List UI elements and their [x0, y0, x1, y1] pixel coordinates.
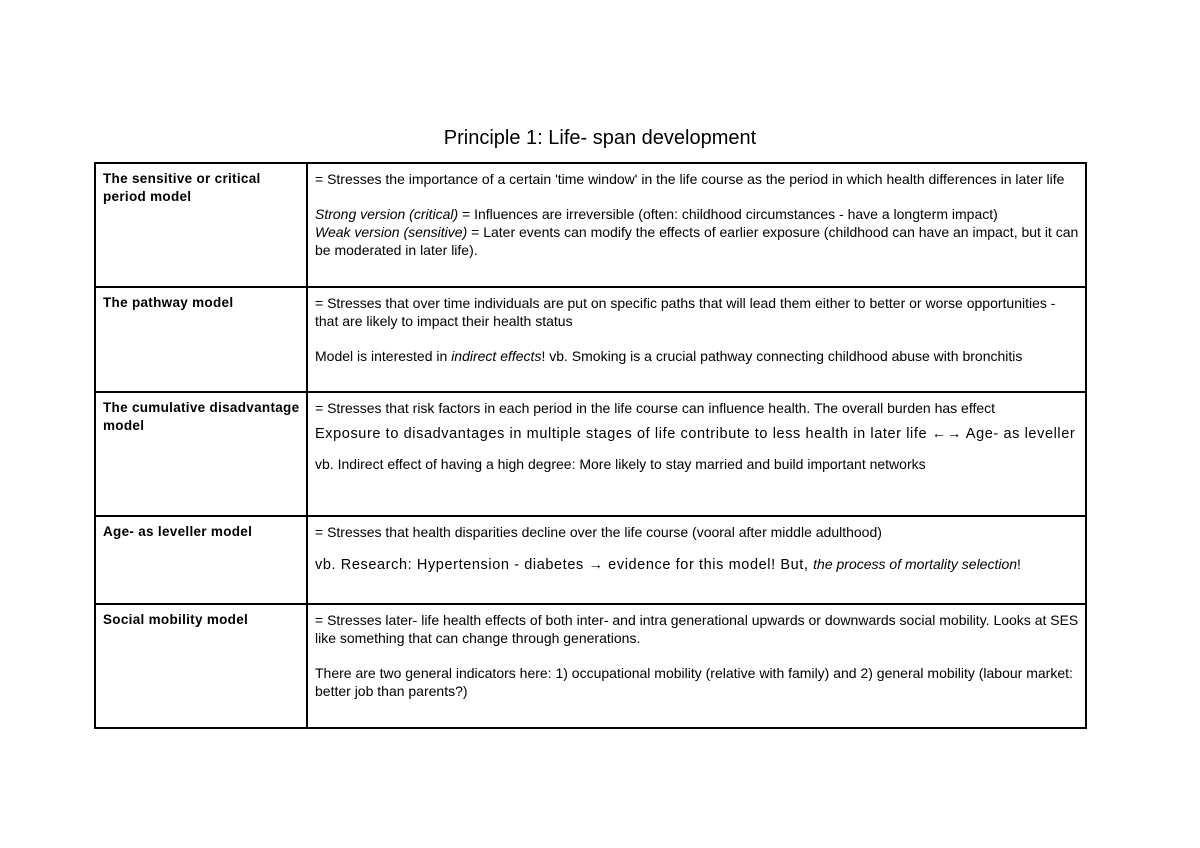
emphasis-text: Strong version (critical): [315, 206, 459, 222]
model-description: [307, 287, 1086, 392]
table-row: [95, 287, 1086, 392]
description-text: = Later events can modify the effects of earlier exposure (childhood can have an impact, but it can be moderated in later life).: [315, 224, 1079, 258]
model-name: The pathway model: [95, 287, 307, 392]
description-text: ! vb. Smoking is a crucial pathway connecting childhood abuse with bronchitis: [541, 348, 1023, 364]
description-text: vb. Research: Hypertension - diabetes → evidence for this model! But,: [315, 557, 814, 573]
description-paragraph: [315, 347, 1079, 365]
description-paragraph: = Stresses the importance of a certain 'time window' in the life course as the period in which health differences in later life: [315, 171, 1065, 187]
description-text: Model is interested in: [315, 348, 452, 364]
models-table: [94, 162, 1087, 729]
description-paragraph: [315, 205, 1079, 223]
description-paragraph: = Stresses that health disparities decline over the life course (vooral after middle adulthood): [315, 524, 882, 540]
description-paragraph: = Stresses that over time individuals are put on specific paths that will lead them either to better or worse opportunities - that are likely to impact their health status: [315, 295, 1056, 329]
model-description: [307, 516, 1086, 604]
description-paragraph: = Stresses that risk factors in each period in the life course can influence health. The overall burden has effect: [315, 400, 996, 416]
description-paragraph: vb. Indirect effect of having a high degree: More likely to stay married and build important networks: [315, 456, 926, 472]
emphasis-text: Weak version (sensitive): [315, 224, 468, 240]
model-name: Age- as leveller model: [95, 516, 307, 604]
description-paragraph: [315, 223, 1079, 259]
model-name: The sensitive or critical period model: [95, 163, 307, 287]
table-row: [95, 516, 1086, 604]
model-name: The cumulative disadvantage model: [95, 392, 307, 516]
description-paragraph: Exposure to disadvantages in multiple stages of life contribute to less health in later life ←→ Age- as leveller: [315, 426, 1076, 442]
description-paragraph: = Stresses later- life health effects of both inter- and intra generational upwards or downwards social mobility. Looks at SES like something that can change through generations.: [315, 612, 1079, 646]
description-paragraph: There are two general indicators here: 1) occupational mobility (relative with family) and 2) general mobility (labour market: better job than parents?): [315, 665, 1073, 699]
emphasis-text: indirect effects: [451, 348, 542, 364]
description-paragraph: [315, 555, 1079, 574]
emphasis-text: the process of mortality selection: [813, 556, 1018, 572]
model-description: [307, 604, 1086, 728]
model-description: [307, 392, 1086, 516]
table-row: [95, 392, 1086, 516]
description-text: = Influences are irreversible (often: childhood circumstances - have a longterm impact): [458, 206, 998, 222]
model-description: [307, 163, 1086, 287]
description-text: !: [1017, 556, 1021, 572]
model-name: Social mobility model: [95, 604, 307, 728]
table-row: [95, 604, 1086, 728]
page-title: Principle 1: Life- span development: [443, 127, 757, 149]
table-row: [95, 163, 1086, 287]
